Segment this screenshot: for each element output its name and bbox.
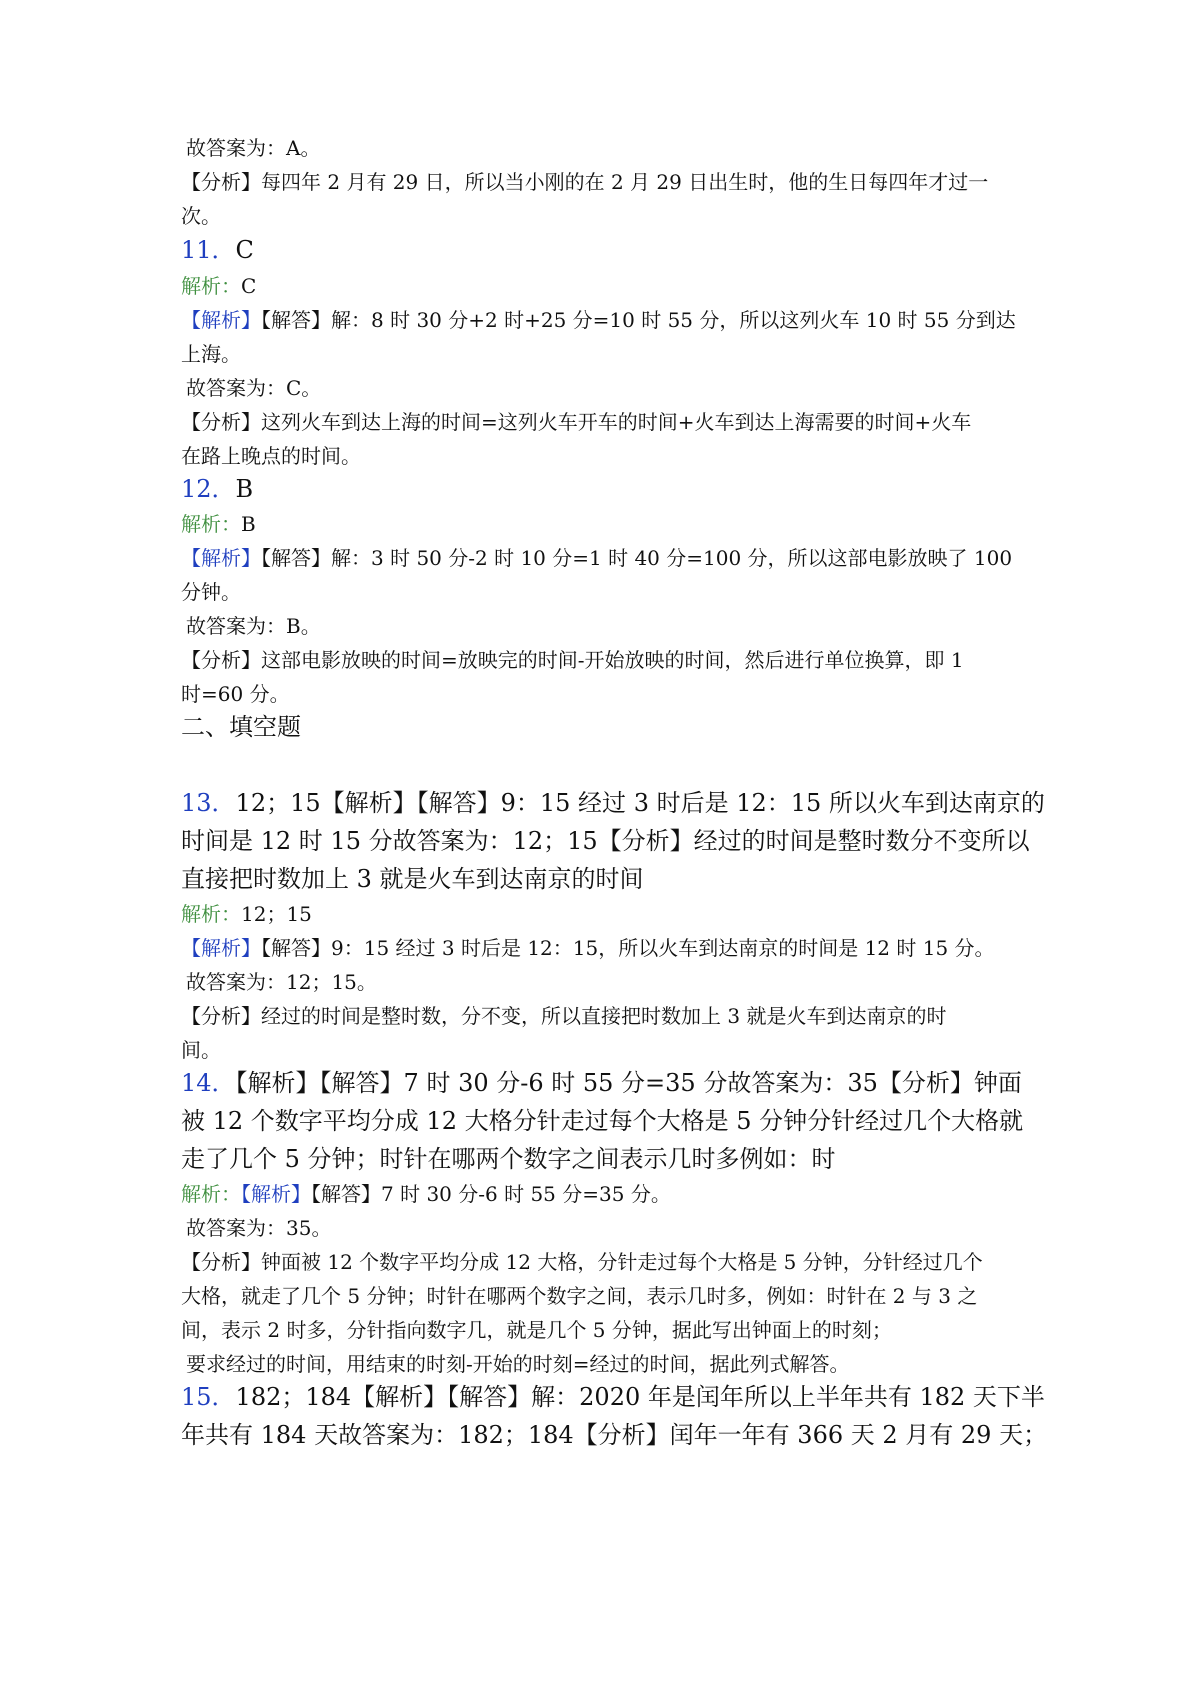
text-line: 在路上晚点的时间。 [181,444,361,468]
text-line: 【分析】每四年 2 月有 29 日，所以当小刚的在 2 月 29 日出生时，他的生日每四年才过一 [181,170,989,194]
text-line: 时=60 分。 [181,682,290,706]
text-line: 故答案为：A。 [186,136,321,160]
section-title: 二、填空题 [181,713,301,741]
text-line: 【分析】钟面被 12 个数字平均分成 12 大格，分针走过每个大格是 5 分钟，分针经过几个 [181,1250,983,1274]
text-line: 时间是 12 时 15 分故答案为：12；15【分析】经过的时间是整时数分不变所以 [181,827,1030,855]
question-heading: 13．12；15【解析】【解答】9：15 经过 3 时后是 12：15 所以火车到达南京的 [181,789,1045,817]
text-line: 要求经过的时间，用结束的时刻-开始的时刻=经过的时间，据此列式解答。 [186,1352,850,1376]
text-line: 故答案为：12；15。 [186,970,377,994]
text-line: 走了几个 5 分钟；时针在哪两个数字之间表示几时多例如：时 [181,1145,836,1173]
question-heading: 15．182；184【解析】【解答】解：2020 年是闰年所以上半年共有 182 天下半 [181,1383,1045,1411]
text-line: 解析：B [181,512,256,536]
text-line: 解析：【解析】【解答】7 时 30 分-6 时 55 分=35 分。 [181,1182,671,1206]
text-line: 【解析】【解答】解：8 时 30 分+2 时+25 分=10 时 55 分，所以这列火车 10 时 55 分到达 [181,308,1016,332]
text-line: 直接把时数加上 3 就是火车到达南京的时间 [181,865,644,893]
text-line: 解析：C [181,274,257,298]
text-line: 【分析】这部电影放映的时间=放映完的时间-开始放映的时间，然后进行单位换算，即 1 [181,648,964,672]
question-number: 13． [181,789,236,817]
text-line: 解析：12；15 [181,902,312,926]
text-line: 【解析】【解答】解：3 时 50 分-2 时 10 分=1 时 40 分=100 分，所以这部电影放映了 100 [181,546,1013,570]
question-number: 14． [181,1069,236,1097]
text-line: 被 12 个数字平均分成 12 大格分针走过每个大格是 5 分钟分针经过几个大格就 [181,1107,1024,1135]
text-line: 间。 [181,1038,221,1062]
text-line: 分钟。 [181,580,241,604]
text-line: 【分析】经过的时间是整时数，分不变，所以直接把时数加上 3 就是火车到达南京的时 [181,1004,947,1028]
question-number: 11． [181,236,236,264]
question-number: 15． [181,1383,236,1411]
question-heading: 14．【解析】【解答】7 时 30 分-6 时 55 分=35 分故答案为：35【分析】钟面 [181,1069,1022,1097]
question-heading: 11．C [181,236,254,264]
text-line: 故答案为：35。 [186,1216,332,1240]
text-line: 故答案为：C。 [186,376,322,400]
text-line: 大格，就走了几个 5 分钟；时针在哪两个数字之间，表示几时多，例如：时针在 2 与 3 之 [181,1284,978,1308]
text-line: 年共有 184 天故答案为：182；184【分析】闰年一年有 366 天 2 月有 29 天； [181,1421,1048,1449]
text-line: 次。 [181,204,221,228]
text-line: 上海。 [181,342,241,366]
text-line: 间，表示 2 时多，分针指向数字几，就是几个 5 分钟，据此写出钟面上的时刻； [181,1318,892,1342]
text-line: 【解析】【解答】9：15 经过 3 时后是 12：15，所以火车到达南京的时间是 12 时 15 分。 [181,936,995,960]
text-line: 故答案为：B。 [186,614,321,638]
question-heading: 12．B [181,475,254,503]
text-line: 【分析】这列火车到达上海的时间=这列火车开车的时间+火车到达上海需要的时间+火车 [181,410,972,434]
question-number: 12． [181,475,236,503]
